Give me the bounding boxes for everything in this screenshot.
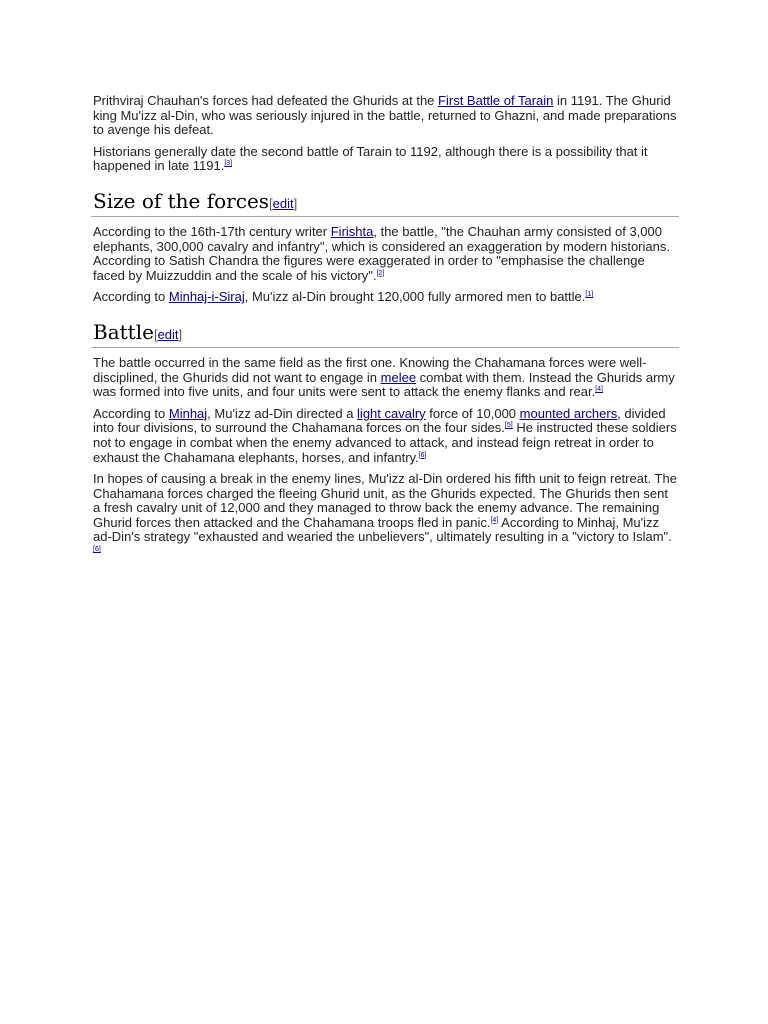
citation-link[interactable]: [1] (585, 291, 594, 299)
link-mounted-archers[interactable]: mounted archers (519, 405, 618, 421)
citation-5 (505, 422, 513, 429)
battle-paragraph-2: According to Minhaj, Mu'izz ad-Din directed a light cavalry force of 10,000 mounted archers, divided into four divisions, to surround the Chahamana forces on the four sides.[5] He instructed these soldiers not to engage in combat when the enemy advanced to attack, and instead feign retreat in order to exhaust the Chahamana elephants, horses, and infantry.[6] (93, 405, 677, 465)
citation-2 (377, 270, 385, 277)
intro-paragraph-2: Historians generally date the second battle of Tarain to 1192, although there is a possibility that it happened in late 1191.[3] (93, 143, 648, 174)
edit-link[interactable]: edit (157, 326, 179, 342)
citation-link[interactable]: [2] (376, 269, 385, 277)
article-content (93, 94, 677, 567)
citation-1 (585, 291, 593, 298)
link-first-battle-of-tarain[interactable]: First Battle of Tarain (438, 93, 554, 108)
intro-paragraph-1: Prithviraj Chauhan's forces had defeated the Ghurids at the First Battle of Tarain in 1191. The Ghurid king Mu'izz al-Din, who was seriously injured in the battle, returned to Ghazni, and made preparations to avenge his defeat. (93, 93, 677, 138)
citation-6 (93, 546, 101, 553)
size-paragraph-1: According to the 16th-17th century writer Firishta, the battle, "the Chauhan army consisted of 3,000 elephants, 300,000 cavalry and infantry", which is considered an exaggeration by modern historians. According to Satish Chandra the figures were exaggerated in order to "emphasise the challenge faced by Muizzuddin and the scale of his victory".[2] (93, 223, 670, 283)
link-firishta[interactable]: Firishta (330, 223, 374, 239)
battle-paragraph-3: In hopes of causing a break in the enemy lines, Mu'izz al-Din ordered his fifth unit to feign retreat. The Chahamana forces charged the fleeing Ghurid unit, as the Ghurids expected. The Ghurids then sent a fresh cavalry unit of 12,000 and they managed to throw back the enemy advance. The remaining Ghurid forces then attacked and the Chahamana troops fled in panic.[4] According to Minhaj, Mu'izz ad-Din's strategy "exhausted and wearied the unbelievers", ultimately resulting in a "victory to Islam".[6] (93, 471, 677, 554)
citation-4 (595, 386, 603, 393)
citation-link[interactable]: [6] (93, 546, 101, 554)
section-heading-battle: Battle[edit] (91, 321, 679, 348)
citation-link[interactable]: [4] (595, 386, 604, 394)
size-paragraph-2: According to Minhaj-i-Siraj, Mu'izz al-Din brought 120,000 fully armored men to battle.[1] (93, 289, 594, 305)
link-light-cavalry[interactable]: light cavalry (357, 405, 426, 421)
edit-section-link: [edit] (269, 195, 298, 211)
citation-6 (419, 452, 427, 459)
citation-3 (224, 160, 232, 167)
edit-link[interactable]: edit (272, 195, 294, 211)
citation-link[interactable]: [3] (224, 160, 233, 168)
citation-link[interactable]: [6] (418, 451, 427, 459)
edit-section-link: [edit] (153, 326, 183, 342)
link-melee[interactable]: melee (380, 369, 417, 385)
citation-link[interactable]: [4] (490, 516, 499, 524)
citation-link[interactable]: [5] (504, 422, 513, 430)
battle-paragraph-1: The battle occurred in the same field as the first one. Knowing the Chahamana forces were well-disciplined, the Ghurids did not want to engage in melee combat with them. Instead the Ghurids army was formed into five units, and four units were sent to attack the enemy flanks and rear.[4] (93, 354, 675, 400)
link-minhaj-i-siraj[interactable]: Minhaj-i-Siraj (168, 289, 245, 305)
section-heading-size-of-forces: Size of the forces[edit] (91, 190, 679, 217)
link-minhaj[interactable]: Minhaj (168, 405, 208, 421)
